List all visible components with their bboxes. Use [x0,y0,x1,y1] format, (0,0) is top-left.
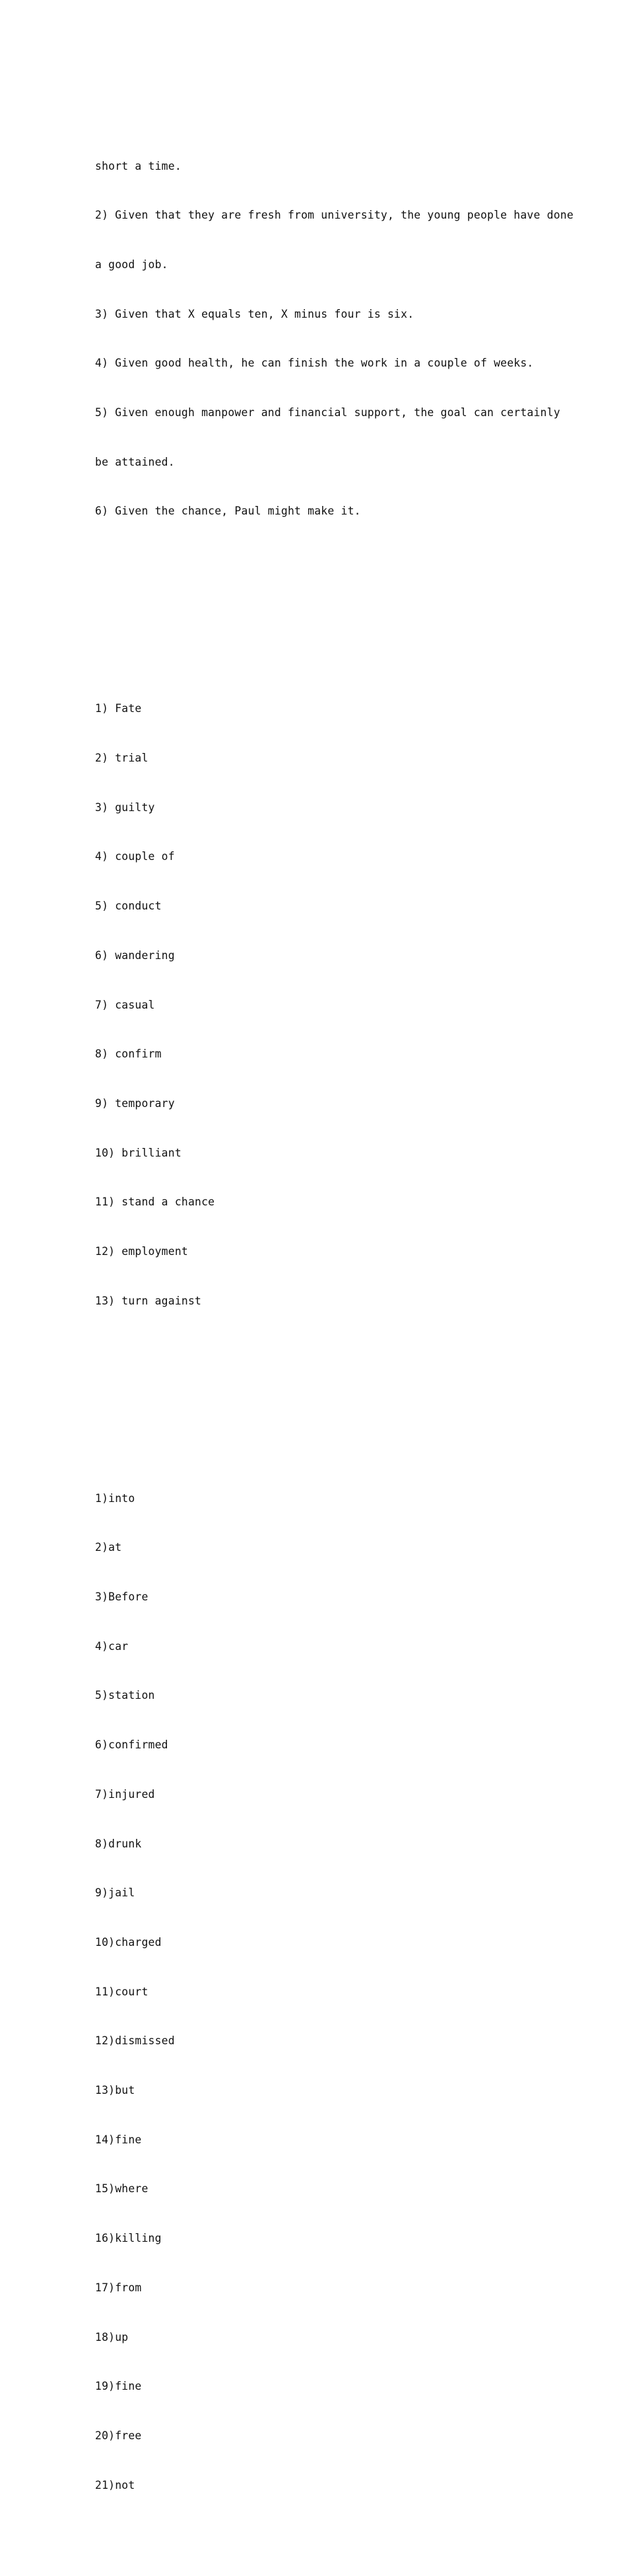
list-item: 9) temporary [95,1096,175,1110]
list-item: 2) trial [95,752,148,764]
text-line: 5) Given enough manpower and financial support, the goal can certainly [95,406,560,419]
list-item: 21)not [95,2478,135,2491]
list-item: 7) casual [95,998,155,1011]
list-item: 11) stand a chance [95,1196,215,1209]
list-item: 10)charged [95,1935,162,1949]
list-item: 6)confirmed [95,1738,168,1752]
text-line: 4) Given good health, he can finish the work in a couple of weeks. [95,357,534,370]
list-item: 7)injured [95,1787,155,1801]
list-item: 5)station [95,1689,155,1702]
list-item: 8)drunk [95,1837,142,1850]
list-item: 11)court [95,1985,148,1998]
text-line: a good job. [95,258,168,271]
text-line: be attained. [95,455,175,468]
list-item: 3) guilty [95,801,155,814]
vocabulary-answers-section [95,668,544,1342]
cloze-answers-section [95,1458,544,2527]
list-item: 15)where [95,2182,148,2196]
list-item: 4) couple of [95,850,175,863]
list-item: 6) wandering [95,948,175,962]
text-line: 6) Given the chance, Paul might make it. [95,505,361,518]
text-line: 3) Given that X equals ten, X minus four is six. [95,307,414,320]
list-item: 12) employment [95,1245,188,1258]
list-item: 9)jail [95,1886,135,1900]
text-line: 2) Given that they are fresh from university, the young people have done [95,209,574,222]
list-item: 3)Before [95,1590,148,1603]
given-sentences-section [95,125,574,553]
document-body [95,76,574,2576]
list-item: 13)but [95,2084,135,2097]
list-item: 4)car [95,1639,129,1653]
list-item: 19)fine [95,2380,142,2393]
list-item: 14)fine [95,2133,142,2146]
blank-line [95,602,544,619]
list-item: 10) brilliant [95,1146,182,1159]
list-item: 12)dismissed [95,2034,175,2048]
list-item: 20)free [95,2429,142,2442]
list-item: 8) confirm [95,1048,162,1061]
text-line: short a time. [95,159,182,172]
list-item: 5) conduct [95,900,162,913]
list-item: 2)at [95,1541,122,1554]
list-item: 18)up [95,2330,129,2343]
list-item: 17)from [95,2281,142,2294]
list-item: 1) Fate [95,702,142,715]
list-item: 1)into [95,1491,135,1505]
list-item: 13) turn against [95,1294,202,1307]
list-item: 16)killing [95,2232,162,2245]
blank-line [95,1392,544,1408]
